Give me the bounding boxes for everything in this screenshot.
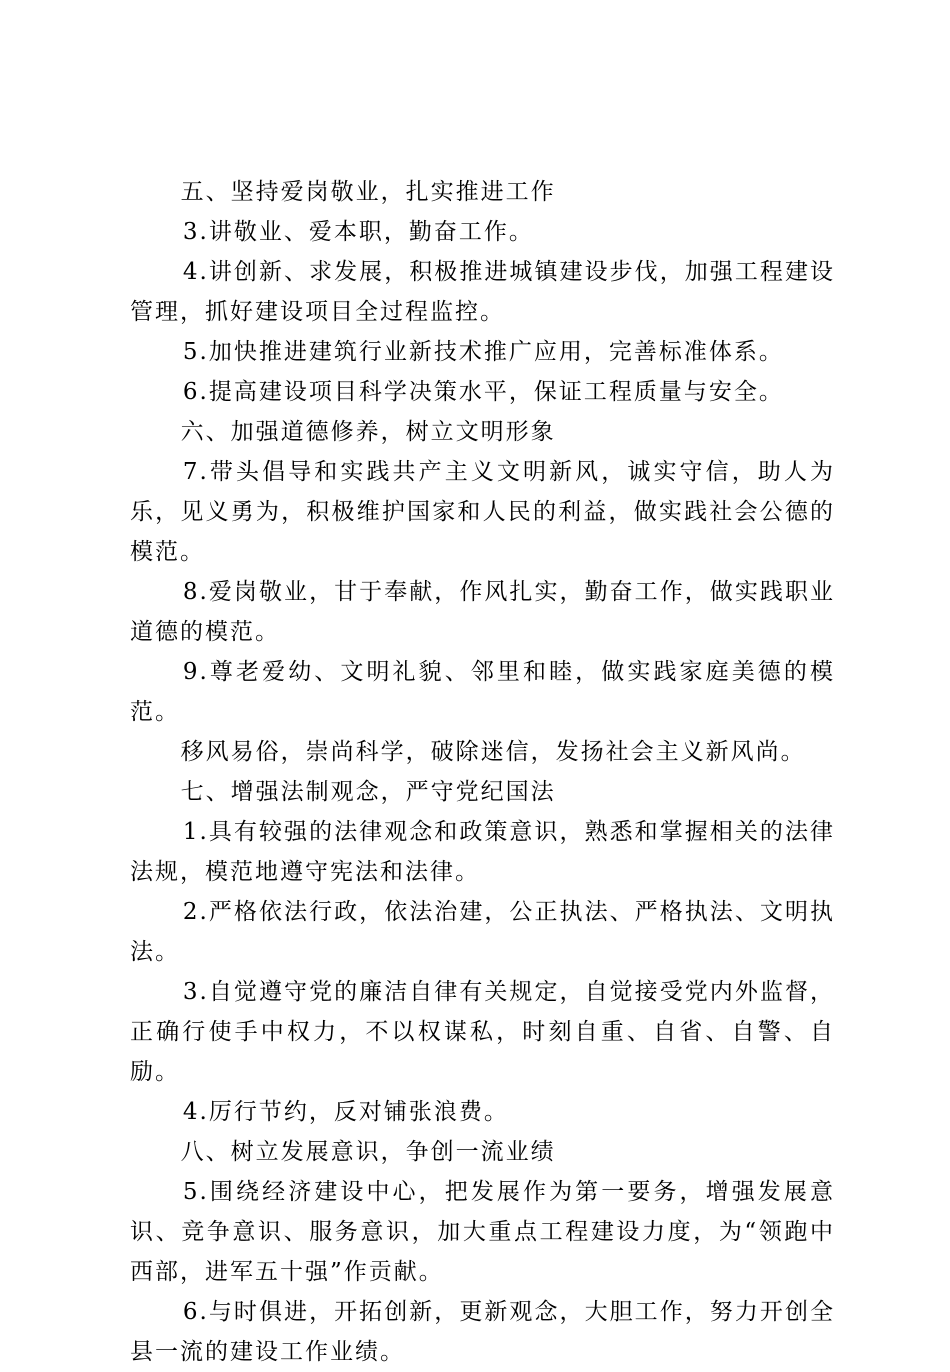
section-heading-8: 八、树立发展意识，争创一流业绩 <box>180 1139 556 1165</box>
section-heading-6: 六、加强道德修养，树立文明形象 <box>180 419 556 445</box>
list-item-4b: 4.厉行节约，反对铺张浪费。 <box>182 1099 509 1125</box>
list-item-9: 9.尊老爱幼、文明礼貌、邻里和睦，做实践家庭美德的模范。 <box>130 659 835 725</box>
list-item-7: 7.带头倡导和实践共产主义文明新风，诚实守信，助人为乐，见义勇为，积极维护国家和人民的利益，做实践社会公德的模范。 <box>130 459 835 565</box>
list-item-4: 4.讲创新、求发展，积极推进城镇建设步伐，加强工程建设管理，抓好建设项目全过程监控。 <box>130 259 835 325</box>
list-item-1: 1.具有较强的法律观念和政策意识，熟悉和掌握相关的法律法规，模范地遵守宪法和法律。 <box>130 819 835 885</box>
list-item-5b: 5.围绕经济建设中心，把发展作为第一要务，增强发展意识、竞争意识、服务意识，加大重点工程建设力度，为“领跑中西部，进军五十强”作贡献。 <box>130 1179 835 1285</box>
list-item-6b: 6.与时俱进，开拓创新，更新观念，大胆工作，努力开创全县一流的建设工作业绩。 <box>130 1299 835 1365</box>
section-heading-5: 五、坚持爱岗敬业，扎实推进工作 <box>180 179 556 205</box>
list-item-5: 5.加快推进建筑行业新技术推广应用，完善标准体系。 <box>182 339 784 365</box>
list-item-6: 6.提高建设项目科学决策水平，保证工程质量与安全。 <box>182 379 784 405</box>
section-heading-7: 七、增强法制观念，严守党纪国法 <box>180 779 556 805</box>
list-item-3: 3.讲敬业、爱本职，勤奋工作。 <box>182 219 534 245</box>
list-item-8: 8.爱岗敬业，甘于奉献，作风扎实，勤奋工作，做实践职业道德的模范。 <box>130 579 835 645</box>
document-body <box>130 172 835 1372</box>
body-paragraph: 移风易俗，崇尚科学，破除迷信，发扬社会主义新风尚。 <box>180 739 806 765</box>
list-item-3b: 3.自觉遵守党的廉洁自律有关规定，自觉接受党内外监督，正确行使手中权力，不以权谋私，时刻自重、自省、自警、自励。 <box>130 979 835 1085</box>
list-item-2: 2.严格依法行政，依法治建，公正执法、严格执法、文明执法。 <box>130 899 835 965</box>
